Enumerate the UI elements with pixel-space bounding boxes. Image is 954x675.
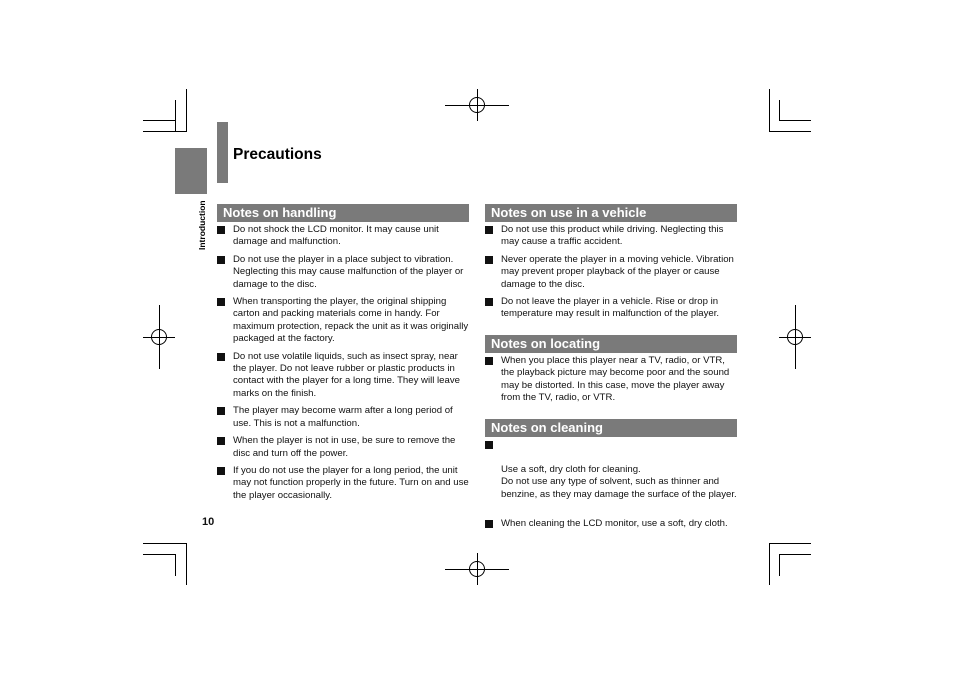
list-item: [217, 224, 472, 249]
list-item: [485, 355, 740, 405]
list-item-text: Use a soft, dry cloth for cleaning. Do not use any type of solvent, such as thinner and benzine, as they may damage the surface of the player.: [501, 463, 737, 500]
side-label: Introduction: [197, 200, 207, 250]
list-item: [485, 254, 740, 291]
list-item-text: When cleaning the LCD monitor, use a soft, dry cloth.: [501, 518, 728, 530]
list-item-text: When transporting the player, the original shipping carton and packing materials come in handy. For maximum protection, repack the unit as it was originally packaged at the factory.: [233, 296, 469, 345]
section-header-cleaning: Notes on cleaning: [485, 419, 737, 437]
list-item: [485, 224, 740, 249]
list-item-text: When the player is not in use, be sure to remove the disc and turn off the power.: [233, 435, 456, 459]
list-item: [217, 435, 472, 460]
list-item: [485, 518, 740, 530]
page-title: Precautions: [233, 146, 322, 163]
list-item-text: Do not shock the LCD monitor. It may cause unit damage and malfunction.: [233, 224, 439, 248]
list-item: [217, 296, 472, 346]
bullet-icon: [485, 256, 493, 264]
section-header-vehicle: Notes on use in a vehicle: [485, 204, 737, 222]
list-item-text: The player may become warm after a long period of use. This is not a malfunction.: [233, 405, 453, 429]
vehicle-list: [485, 224, 740, 321]
title-accent-bar: [217, 122, 228, 183]
list-item: [217, 254, 472, 291]
list-item: [485, 296, 740, 321]
list-item: [217, 351, 472, 401]
handling-list: [217, 224, 472, 502]
list-item-text: If you do not use the player for a long period, the unit may not function properly in the future. Turn on and use the player occasionally.: [233, 464, 469, 501]
page-number: 10: [202, 516, 215, 528]
list-item-text: Do not use the player in a place subject to vibration. Neglecting this may cause malfunction of the player or damage to the disc.: [233, 253, 464, 290]
list-item-text: When you place this player near a TV, radio, or VTR, the playback picture may become poor and the sound may be distorted. In this case, move the player away from the TV, radio, or VTR.: [501, 355, 730, 404]
bullet-icon: [485, 357, 493, 365]
bullet-icon: [217, 407, 225, 415]
list-item-text: Do not leave the player in a vehicle. Rise or drop in temperature may result in malfunction of the player.: [501, 296, 720, 320]
list-item-text: Never operate the player in a moving vehicle. Vibration may prevent proper playback of the player or cause damage to the disc.: [501, 253, 734, 290]
bullet-icon: [217, 226, 225, 234]
bullet-icon: [217, 353, 225, 361]
bullet-icon: [485, 226, 493, 234]
list-item-text: Do not use volatile liquids, such as insect spray, near the player. Do not leave rubber or plastic products in contact with the player for a long time. They will leave marks on the finish.: [233, 350, 460, 399]
list-item: [485, 439, 740, 513]
bullet-icon: [217, 298, 225, 306]
bullet-icon: [217, 437, 225, 445]
bullet-icon: [485, 298, 493, 306]
bullet-icon: [485, 520, 493, 528]
bullet-icon: [485, 441, 493, 449]
cleaning-list: [485, 439, 740, 531]
bullet-icon: [217, 467, 225, 475]
list-item: [217, 405, 472, 430]
locating-list: [485, 355, 740, 405]
section-header-handling: Notes on handling: [217, 204, 469, 222]
section-header-locating: Notes on locating: [485, 335, 737, 353]
list-item-text: Do not use this product while driving. Neglecting this may cause a traffic accident.: [501, 224, 724, 248]
bullet-icon: [217, 256, 225, 264]
section-tab: [175, 148, 207, 194]
list-item: [217, 465, 472, 502]
